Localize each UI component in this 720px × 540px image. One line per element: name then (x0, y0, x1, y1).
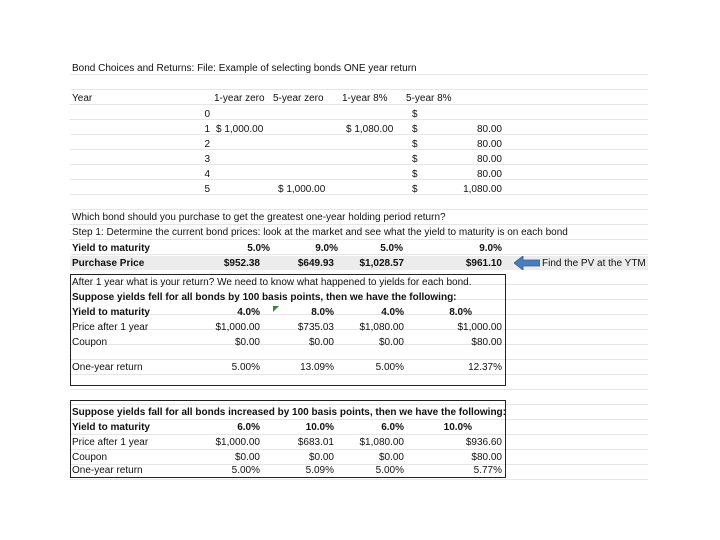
spreadsheet (70, 58, 648, 488)
purchase-price-3: $1,028.57 (359, 258, 404, 269)
c4-cell: 80.00 (476, 169, 502, 180)
scenario1-price-3: $1,080.00 (359, 322, 404, 333)
scenario1-price-1: $1,000.00 (215, 322, 260, 333)
c4-cell: 80.00 (476, 124, 502, 135)
left-arrow-icon (514, 256, 540, 270)
scenario2-return-1: 5.00% (231, 465, 260, 476)
scenario2-intro: Suppose yields fall for all bonds increased by 100 basis points, then we have the following: (72, 407, 506, 418)
scenario2-price-1: $1,000.00 (215, 437, 260, 448)
ytm-value-3: 5.0% (380, 243, 403, 254)
scenario2-return-3: 5.00% (375, 465, 404, 476)
scenario1-price-4: $1,000.00 (457, 322, 502, 333)
year-cell: 2 (204, 139, 210, 150)
scenario2-coupon-3: $0.00 (378, 452, 404, 463)
scenario1-return-2: 13.09% (300, 362, 334, 373)
c1-cell: $ 1,000.00 (216, 124, 264, 135)
s2-ytm-label: Yield to maturity (72, 422, 150, 433)
scenario1-return-4: 12.37% (468, 362, 502, 373)
s1-coupon-label: Coupon (72, 337, 108, 348)
col-header-3: 1-year 8% (342, 93, 388, 104)
scenario2-price-4: $936.60 (465, 437, 502, 448)
scenario1-ytm-2: 8.0% (311, 307, 334, 318)
col-header-1: 1-year zero (214, 93, 265, 104)
s2-return-label: One-year return (72, 465, 143, 476)
c4-dollar: $ (412, 154, 418, 165)
scenario1-ytm-4: 8.0% (449, 307, 472, 318)
scenario2-coupon-1: $0.00 (234, 452, 260, 463)
purchase-price-1: $952.38 (223, 258, 260, 269)
year-cell: 1 (204, 124, 210, 135)
step1-text: Step 1: Determine the current bond prices: look at the market and see what the yield to maturity is on each bond (72, 227, 568, 238)
s1-ytm-label: Yield to maturity (72, 307, 150, 318)
c3-cell: $ 1,080.00 (346, 124, 394, 135)
c4-cell: 1,080.00 (463, 184, 502, 195)
c4-cell: 80.00 (476, 154, 502, 165)
ytm-value-2: 9.0% (315, 243, 338, 254)
scenario2-ytm-4: 10.0% (443, 422, 472, 433)
scenario2-price-2: $683.01 (297, 437, 334, 448)
scenario1-price-2: $735.03 (297, 322, 334, 333)
purchase-price-4: $961.10 (465, 258, 502, 269)
ytm-value-4: 9.0% (479, 243, 502, 254)
scenario2-ytm-2: 10.0% (305, 422, 334, 433)
c4-dollar: $ (412, 184, 418, 195)
after-text: After 1 year what is your return? We need to know what happened to yields for each bond. (72, 277, 472, 288)
scenario1-return-3: 5.00% (375, 362, 404, 373)
ytm-value-1: 5.0% (247, 243, 270, 254)
scenario1-return-1: 5.00% (231, 362, 260, 373)
scenario2-coupon-4: $80.00 (471, 452, 502, 463)
scenario1-intro: Suppose yields fell for all bonds by 100 basis points, then we have the following: (72, 292, 457, 303)
annotation-text: Find the PV at the YTM (542, 258, 646, 269)
sheet-title: Bond Choices and Returns: File: Example of selecting bonds ONE year return (72, 63, 417, 74)
c4-dollar: $ (412, 109, 418, 120)
scenario2-ytm-3: 6.0% (381, 422, 404, 433)
scenario2-coupon-2: $0.00 (308, 452, 334, 463)
year-header: Year (72, 93, 93, 104)
c4-dollar: $ (412, 139, 418, 150)
scenario2-price-3: $1,080.00 (359, 437, 404, 448)
year-cell: 4 (204, 169, 210, 180)
c4-dollar: $ (412, 124, 418, 135)
scenario2-return-2: 5.09% (305, 465, 334, 476)
scenario1-coupon-2: $0.00 (308, 337, 334, 348)
scenario1-ytm-3: 4.0% (381, 307, 404, 318)
scenario2-return-4: 5.77% (473, 465, 502, 476)
scenario1-coupon-1: $0.00 (234, 337, 260, 348)
cell-note-marker-icon (273, 306, 279, 312)
c4-cell: 80.00 (476, 139, 502, 150)
s1-price-label: Price after 1 year (72, 322, 149, 333)
year-cell: 0 (204, 109, 210, 120)
purchase-price-label: Purchase Price (72, 258, 145, 269)
scenario2-ytm-1: 6.0% (237, 422, 260, 433)
c2-cell: $ 1,000.00 (278, 184, 326, 195)
ytm-label: Yield to maturity (72, 243, 150, 254)
s2-coupon-label: Coupon (72, 452, 108, 463)
col-header-4: 5-year 8% (406, 93, 452, 104)
year-cell: 5 (204, 184, 210, 195)
scenario1-coupon-4: $80.00 (471, 337, 502, 348)
s1-return-label: One-year return (72, 362, 143, 373)
col-header-2: 5-year zero (273, 93, 324, 104)
c4-dollar: $ (412, 169, 418, 180)
scenario1-ytm-1: 4.0% (237, 307, 260, 318)
year-cell: 3 (204, 154, 210, 165)
question-text: Which bond should you purchase to get the greatest one-year holding period return? (72, 212, 446, 223)
purchase-price-2: $649.93 (297, 258, 334, 269)
s2-price-label: Price after 1 year (72, 437, 149, 448)
scenario1-coupon-3: $0.00 (378, 337, 404, 348)
